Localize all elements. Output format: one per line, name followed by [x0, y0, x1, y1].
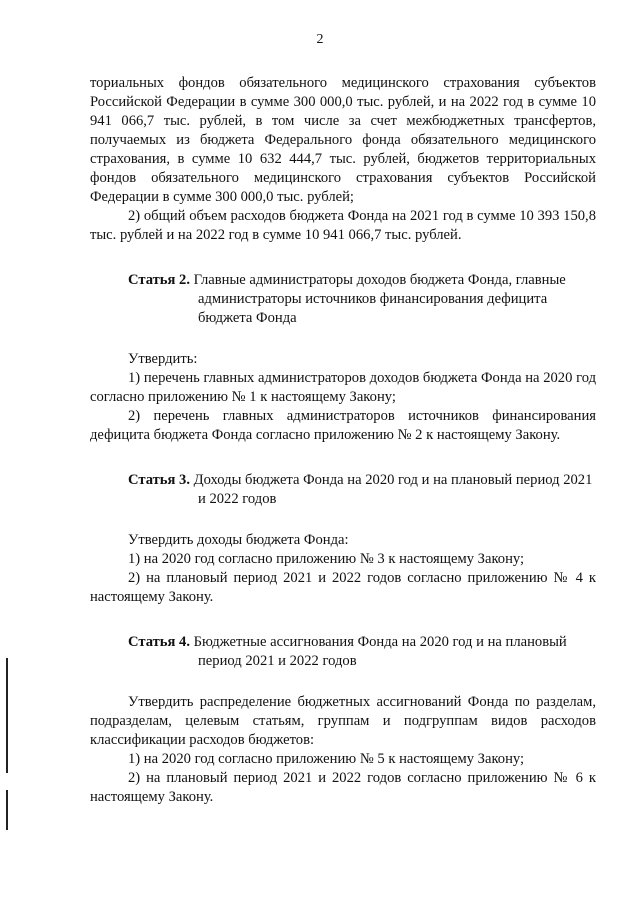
- article-label: Статья 3.: [128, 472, 190, 488]
- article-item: 2) перечень главных администраторов источников финансирования дефицита бюджета Фонда согласно приложению № 2 к настоящему Закону.: [90, 408, 596, 443]
- page-number: 2: [316, 32, 324, 47]
- article-item: 1) на 2020 год согласно приложению № 5 к настоящему Закону;: [128, 751, 525, 767]
- article-label: Статья 4.: [128, 634, 190, 650]
- article-item: 2) на плановый период 2021 и 2022 годов согласно приложению № 6 к настоящему Закону.: [90, 770, 596, 805]
- intro-paragraph: ториальных фондов обязательного медицинского страхования субъектов Российской Федерации в сумме 300 000,0 тыс. рублей, и на 2022 год в сумме 10 941 066,7 тыс. рублей, в том числе за счет межбюджетных трансфертов, получаемых из бюджета Федерального фонда обязательного медицинского страхования, в сумме 10 632 444,7 тыс. рублей, бюджетов территориальных фондов обязательного медицинского страхования субъектов Российской Федерации в сумме 300 000,0 тыс. рублей;: [90, 75, 596, 205]
- article-label: Статья 2.: [128, 272, 190, 288]
- article-item: 2) на плановый период 2021 и 2022 годов согласно приложению № 4 к настоящему Закону.: [90, 570, 596, 605]
- article-item: 1) на 2020 год согласно приложению № 3 к настоящему Закону;: [128, 551, 525, 567]
- article-lead: Утвердить распределение бюджетных ассигнований Фонда по разделам, подразделам, целевым статьям, группам и подгруппам видов расходов классификации расходов бюджетов:: [90, 694, 596, 748]
- margin-scan-mark: [6, 790, 8, 830]
- article-4-heading: [128, 633, 596, 671]
- document-body: [90, 74, 596, 807]
- margin-scan-mark: [6, 658, 8, 773]
- article-lead: Утвердить доходы бюджета Фонда:: [128, 532, 349, 548]
- article-title: Главные администраторы доходов бюджета Фонда, главные администраторы источников финансирования дефицита бюджета Фонда: [193, 272, 566, 326]
- article-title: Бюджетные ассигнования Фонда на 2020 год и на плановый период 2021 и 2022 годов: [193, 634, 567, 669]
- article-3-heading: [128, 471, 596, 509]
- article-2-heading: [128, 271, 596, 328]
- article-item: 1) перечень главных администраторов доходов бюджета Фонда на 2020 год согласно приложению № 1 к настоящему Закону;: [90, 370, 596, 405]
- intro-paragraph: 2) общий объем расходов бюджета Фонда на 2021 год в сумме 10 393 150,8 тыс. рублей и на 2022 год в сумме 10 941 066,7 тыс. рублей.: [90, 208, 596, 243]
- article-title: Доходы бюджета Фонда на 2020 год и на плановый период 2021 и 2022 годов: [193, 472, 593, 507]
- article-lead: Утвердить:: [128, 351, 198, 367]
